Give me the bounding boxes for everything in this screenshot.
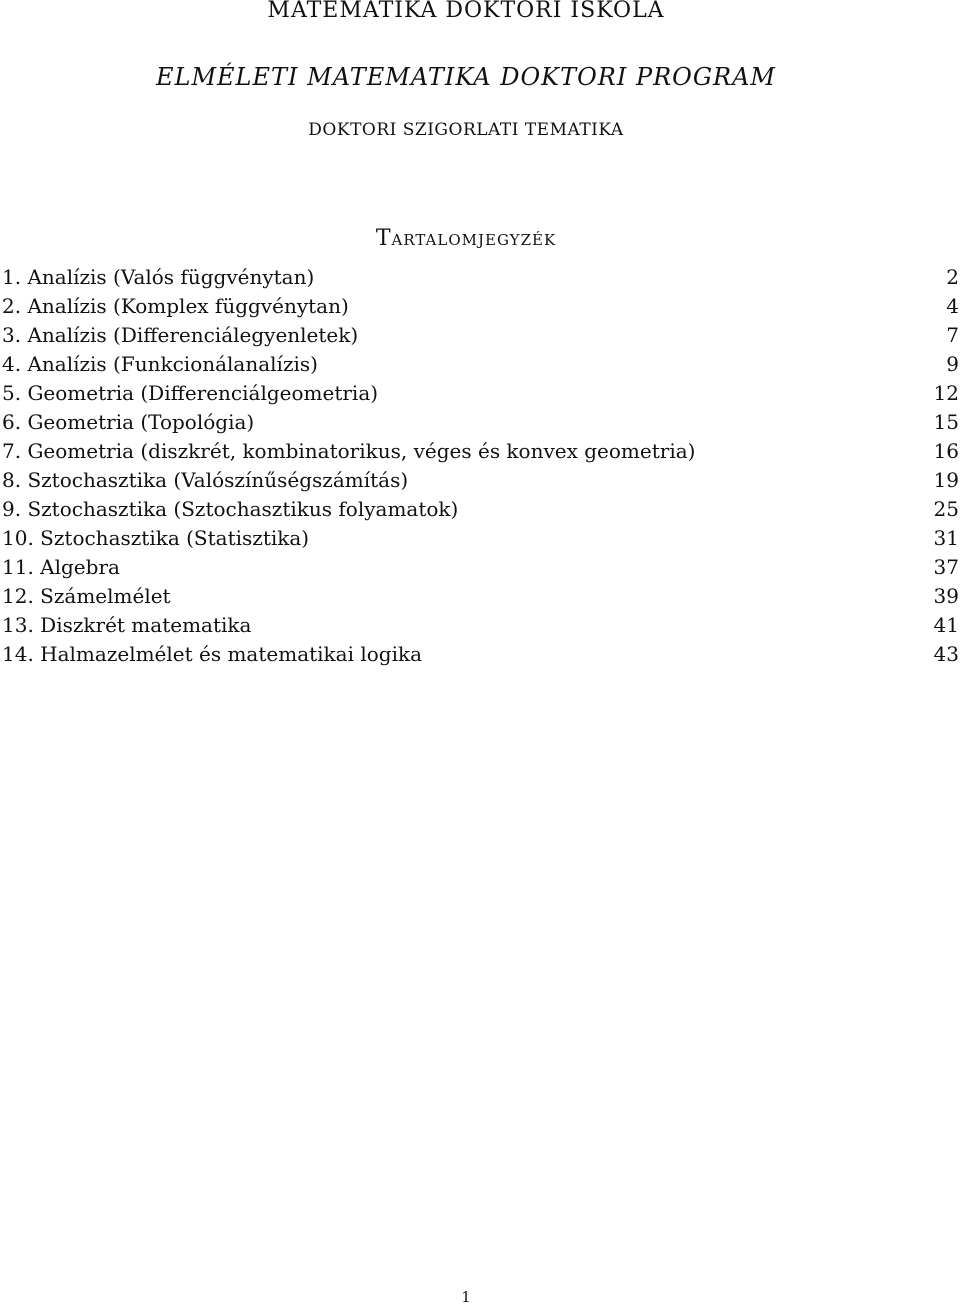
toc-entry-label: 8. Sztochasztika (Valószínűségszámítás) xyxy=(2,468,409,492)
toc-entry-page: 12 xyxy=(933,381,959,405)
toc-entry-label: 14. Halmazelmélet és matematikai logika xyxy=(2,642,423,666)
toc-entry[interactable] xyxy=(0,321,960,350)
toc-entry-page: 4 xyxy=(946,294,959,318)
toc-entry[interactable] xyxy=(0,582,960,611)
toc-entry-page: 19 xyxy=(933,468,959,492)
toc-entry[interactable] xyxy=(0,350,960,379)
toc-entry-label: 11. Algebra xyxy=(2,555,120,579)
toc-entry-page: 2 xyxy=(946,265,959,289)
toc-entry-page: 15 xyxy=(933,410,959,434)
toc-entry-label: 1. Analízis (Valós függvénytan) xyxy=(2,265,315,289)
toc-entry[interactable] xyxy=(0,611,960,640)
toc-entry-label: 6. Geometria (Topológia) xyxy=(2,410,255,434)
toc-entry[interactable] xyxy=(0,263,960,292)
toc-entry-page: 39 xyxy=(933,584,959,608)
toc-entry[interactable] xyxy=(0,292,960,321)
toc-entry-label: 13. Diszkrét matematika xyxy=(2,613,252,637)
toc-entry-label: 5. Geometria (Differenciálgeometria) xyxy=(2,381,379,405)
document-title: MATEMATIKA DOKTORI ISKOLA xyxy=(267,0,665,23)
toc-entry-label: 3. Analízis (Differenciálegyenletek) xyxy=(2,323,359,347)
toc-entry[interactable] xyxy=(0,466,960,495)
toc-entry[interactable] xyxy=(0,495,960,524)
toc-entry-page: 25 xyxy=(933,497,959,521)
toc-entry-page: 16 xyxy=(933,439,959,463)
toc-entry-label: 12. Számelmélet xyxy=(2,584,171,608)
toc-entry-page: 41 xyxy=(933,613,959,637)
program-subtitle: ELMÉLETI MATEMATIKA DOKTORI PROGRAM xyxy=(156,63,776,91)
toc-entry[interactable] xyxy=(0,640,960,669)
toc-entry-label: 9. Sztochasztika (Sztochasztikus folyamatok) xyxy=(2,497,459,521)
toc-entry[interactable] xyxy=(0,524,960,553)
toc-entry[interactable] xyxy=(0,408,960,437)
toc-entry[interactable] xyxy=(0,379,960,408)
toc-entry-page: 37 xyxy=(933,555,959,579)
toc-entry-page: 31 xyxy=(933,526,959,550)
toc-entry-label: 10. Sztochasztika (Statisztika) xyxy=(2,526,310,550)
toc-entry[interactable] xyxy=(0,553,960,582)
syllabus-heading: DOKTORI SZIGORLATI TEMATIKA xyxy=(308,120,624,140)
toc-entry-label: 4. Analízis (Funkcionálanalízis) xyxy=(2,352,318,376)
toc-entry-page: 9 xyxy=(946,352,959,376)
toc-heading: Tartalomjegyzék xyxy=(375,226,557,251)
toc-entry-label: 7. Geometria (diszkrét, kombinatorikus, véges és konvex geometria) xyxy=(2,439,696,463)
toc-entry-page: 7 xyxy=(946,323,959,347)
toc-entry[interactable] xyxy=(0,437,960,466)
toc-entry-label: 2. Analízis (Komplex függvénytan) xyxy=(2,294,349,318)
toc-entry-page: 43 xyxy=(933,642,959,666)
table-of-contents xyxy=(0,263,960,669)
page-number: 1 xyxy=(461,1288,471,1306)
